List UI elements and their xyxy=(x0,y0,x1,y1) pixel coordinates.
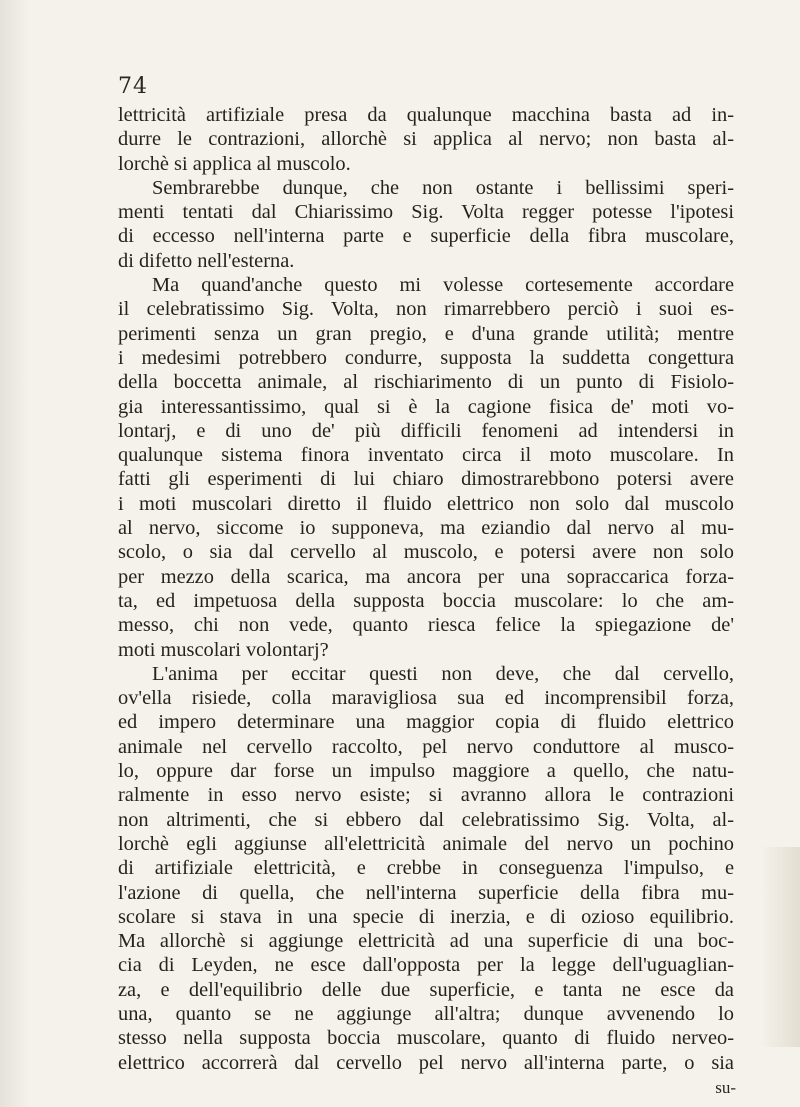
text-line: Ma quand'anche questo mi volesse cortesemente accordare xyxy=(152,274,734,297)
text-line: una, quanto se ne aggiunge all'altra; dunque avvenendo lo xyxy=(118,1002,734,1025)
text-line: non altrimenti, che si ebbero dal celebratissimo Sig. Volta, al- xyxy=(118,808,734,831)
text-line: moti muscolari volontarj? xyxy=(118,638,329,661)
text-line: lorchè egli aggiunse all'elettricità animale del nervo un pochino xyxy=(118,832,734,855)
text-line: lo, oppure dar forse un impulso maggiore a quello, che natu- xyxy=(118,760,734,783)
text-line: qualunque sistema finora inventato circa il moto muscolare. In xyxy=(118,444,734,467)
text-line: L'anima per eccitar questi non deve, che dal cervello, xyxy=(152,662,734,685)
text-line: gia interessantissimo, qual si è la cagione fisica de' moti vo- xyxy=(118,395,734,418)
text-line: lorchè si applica al muscolo. xyxy=(118,152,351,175)
text-line: Ma allorchè si aggiunge elettricità ad una superficie di una boc- xyxy=(118,930,734,953)
text-line: menti tentati dal Chiarissimo Sig. Volta regger potesse l'ipotesi xyxy=(118,201,734,224)
text-line: l'azione di quella, che nell'interna superficie della fibra mu- xyxy=(118,881,734,904)
page-number: 74 xyxy=(118,74,148,99)
text-line: za, e dell'equilibrio delle due superficie, e tanta ne esce da xyxy=(118,978,734,1001)
text-line: il celebratissimo Sig. Volta, non rimarrebbero perciò i suoi es- xyxy=(118,298,734,321)
text-line: ta, ed impetuosa della supposta boccia muscolare: lo che am- xyxy=(118,589,734,612)
text-line: cia di Leyden, ne esce dall'opposta per la legge dell'uguaglian- xyxy=(118,954,734,977)
text-line: scolo, o sia dal cervello al muscolo, e potersi avere non solo xyxy=(118,541,734,564)
page-gutter-shadow xyxy=(0,0,30,1107)
text-line: di difetto nell'esterna. xyxy=(118,249,295,272)
text-line: stesso nella supposta boccia muscolare, quanto di fluido nerveo- xyxy=(118,1027,734,1050)
text-line: ov'ella risiede, colla maravigliosa sua ed incomprensibil forza, xyxy=(118,687,734,710)
catchword: su- xyxy=(715,1078,736,1097)
text-line: ed impero determinare una maggior copia di fluido elettrico xyxy=(118,711,734,734)
text-line: scolare si stava in una specie di inerzia, e di ozioso equilibrio. xyxy=(118,905,734,928)
text-line: fatti gli esperimenti di lui chiaro dimostrarebbono potersi avere xyxy=(118,468,734,491)
text-line: i medesimi potrebbero condurre, supposta la suddetta congettura xyxy=(118,346,734,369)
text-line: animale nel cervello raccolto, pel nervo conduttore al musco- xyxy=(118,735,734,758)
text-line: messo, chi non vede, quanto riesca felice la spiegazione de' xyxy=(118,614,734,637)
text-line: durre le contrazioni, allorchè si applica al nervo; non basta al- xyxy=(118,128,734,151)
text-line: lontarj, e di uno de' più difficili fenomeni ad intendersi in xyxy=(118,419,734,442)
text-line: al nervo, siccome io supponeva, ma eziandio dal nervo al mu- xyxy=(118,517,734,540)
body-text xyxy=(118,103,734,1075)
text-line: per mezzo della scarica, ma ancora per una sopraccarica forza- xyxy=(118,565,734,588)
text-line: lettricità artifiziale presa da qualunque macchina basta ad in- xyxy=(118,104,734,126)
text-line: Sembrarebbe dunque, che non ostante i bellissimi speri- xyxy=(152,176,734,199)
text-line: ralmente in esso nervo esiste; si avranno allora le contrazioni xyxy=(118,784,734,807)
text-line: perimenti senza un gran pregio, e d'una grande utilità; mentre xyxy=(118,322,734,345)
paper-stain xyxy=(760,847,800,1047)
text-line: elettrico accorrerà dal cervello pel nervo all'interna parte, o sia xyxy=(118,1051,734,1074)
text-line: di artifiziale elettricità, e crebbe in conseguenza l'impulso, e xyxy=(118,857,734,880)
text-line: di eccesso nell'interna parte e superficie della fibra muscolare, xyxy=(118,225,734,248)
text-line: della boccetta animale, al rischiarimento di un punto di Fisiolo- xyxy=(118,371,734,394)
text-line: i moti muscolari diretto il fluido elettrico non solo dal muscolo xyxy=(118,492,734,515)
